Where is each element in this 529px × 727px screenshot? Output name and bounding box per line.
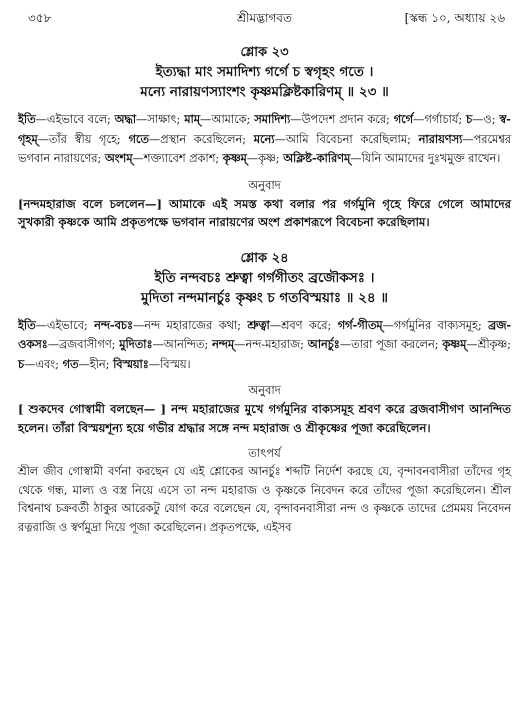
synonym-word: গর্গে bbox=[393, 112, 414, 126]
synonym-meaning: শক্ত্যাবেশ প্রকাশ; bbox=[143, 152, 223, 165]
synonym-meaning: উপদেশ প্রদান করে; bbox=[301, 113, 394, 126]
synonym-dash: — bbox=[136, 113, 148, 126]
synonym-word: গর্গ-গীতম্ bbox=[337, 317, 383, 332]
verse-24-translation-label: অনুবাদ bbox=[248, 383, 281, 397]
synonym-meaning: ও; bbox=[483, 113, 500, 126]
synonym-meaning: গর্গাচার্য; bbox=[424, 113, 466, 126]
synonym-meaning: নন্দ মহারাজের কথা; bbox=[144, 318, 248, 332]
synonym-word: অংশম্ bbox=[104, 151, 133, 165]
synonym-dash: — bbox=[148, 132, 161, 146]
synonym-meaning: আমি বিবেচনা করেছিলাম; bbox=[285, 132, 419, 146]
verse-23-line-1: ইত্যদ্ধা মাং সমাদিশ্য গর্গে চ স্বগৃহং গতে । bbox=[155, 64, 374, 80]
synonym-word: গত bbox=[62, 356, 79, 371]
synonym-word: কৃষ্ণম্ bbox=[222, 151, 247, 165]
synonym-dash: — bbox=[132, 152, 144, 165]
synonym-dash: — bbox=[462, 132, 474, 146]
synonym-dash: — bbox=[269, 318, 282, 332]
synonym-word: নারায়ণস্য bbox=[418, 131, 463, 146]
synonym-meaning: তারা পূজা করলেন; bbox=[351, 338, 443, 351]
synonym-dash: — bbox=[37, 132, 49, 146]
verse-24-line-2: মুদিতা নন্দমানর্চুঃ কৃষ্ণং চ গতবিস্ময়াঃ ॥ ২৪ ॥ bbox=[141, 289, 388, 306]
synonym-meaning: শ্রবণ করে; bbox=[281, 318, 338, 332]
synonym-word: নন্দ-বচঃ bbox=[94, 317, 133, 332]
verse-23-translation-label: অনুবাদ bbox=[248, 177, 281, 192]
verse-23-label: শ্লোক ২৩ bbox=[240, 45, 289, 60]
synonym-word: মুদিতাঃ bbox=[119, 337, 153, 351]
purport-text: শ্রীল জীব গোস্বামী বর্ণনা করছেন যে এই শ্লোকের আনর্চুঃ শব্দটি নির্দেশ করছে যে, বৃন্দাবনবাসীরা তাঁদের গৃহ থেকে গন্ধ, মাল্য ও বস্ত্র নিয়ে এসে তা নন্দ মহারাজ ও কৃষ্ণকে নিবেদন করে তাঁদের পূজা করেছিলেন। শ্রীল বিশ্বনাথ চক্রবর্তী ঠাকুর আরেকটু যোগ করে বলেছেন যে, বৃন্দাবনবাসীরা নন্দ ও কৃষ্ণকে তাদের প্রেমময় নিবেদন রত্নরাজি ও স্বর্ণমুদ্রা দিয়ে পূজা করেছিলেন। প্রকৃতপক্ষে, এইসব bbox=[18, 465, 511, 534]
verse-24-translation: [ শুকদেব গোস্বামী বলছেন— ] নন্দ মহারাজের মুখে গর্গমুনির বাক্যসমূহ শ্রবণ করে ব্রজবাসীগণ আনন্দিত হলেন। তাঁরা বিস্ময়শূন্য হয়ে গভীর শ্রদ্ধার সঙ্গে নন্দ মহারাজ ও শ্রীকৃষ্ণের পূজা করেছিলেন। bbox=[18, 402, 511, 435]
chapter-reference: [স্কন্ধ ১০, অধ্যায় ২৬ bbox=[404, 11, 505, 25]
synonym-meaning: শ্রীকৃষ্ণ; bbox=[477, 338, 511, 351]
synonym-meaning: আনন্দিত; bbox=[163, 338, 213, 351]
synonym-dash: — bbox=[472, 113, 484, 126]
synonym-word: মন্যে bbox=[253, 131, 275, 146]
verse-23-synonyms bbox=[18, 110, 511, 169]
page-number: ৩৫৮ bbox=[28, 11, 52, 25]
synonym-dash: — bbox=[133, 318, 145, 332]
page-header bbox=[18, 6, 511, 28]
synonym-word: অক্লিষ্ট-কারিণম্ bbox=[283, 151, 351, 165]
synonym-dash: — bbox=[35, 113, 47, 126]
synonym-dash: — bbox=[24, 357, 36, 371]
synonym-word: নন্দম্ bbox=[212, 337, 235, 351]
synonym-meaning: গর্গমুনির বাক্যসমূহ; bbox=[393, 318, 489, 332]
synonym-dash: — bbox=[350, 152, 362, 165]
synonym-meaning: যিনি আমাদের দুঃখমুক্ত রাখেন। bbox=[361, 152, 501, 165]
synonym-word: ইতি bbox=[18, 317, 36, 332]
purport-label: তাৎপর্য bbox=[248, 446, 281, 460]
verse-24-label: শ্লোক ২৪ bbox=[240, 250, 289, 266]
verse-23-line-2: মন্যে নারায়ণস্যাংশং কৃষ্ণমক্লিষ্টকারিণম্ ॥ ২৩ ॥ bbox=[140, 84, 389, 100]
synonym-dash: — bbox=[148, 357, 161, 371]
synonym-meaning: সাক্ষাৎ; bbox=[147, 113, 185, 126]
synonym-word: গতে bbox=[128, 131, 149, 146]
synonym-meaning: আমাকে; bbox=[211, 113, 255, 126]
synonym-meaning: হীন; bbox=[89, 357, 114, 371]
synonym-word: বিস্ময়াঃ bbox=[113, 356, 149, 371]
synonym-meaning: তাঁর স্বীয় গৃহে; bbox=[48, 132, 129, 146]
synonym-meaning: নন্দ-মহারাজ; bbox=[245, 338, 308, 351]
synonym-meaning: ব্রজবাসীগণ; bbox=[59, 338, 120, 351]
synonym-dash: — bbox=[382, 318, 394, 332]
synonym-meaning: বিস্ময়। bbox=[160, 357, 191, 371]
synonym-dash: — bbox=[290, 113, 302, 126]
synonym-word: শ্রুত্বা bbox=[247, 317, 270, 332]
synonym-dash: — bbox=[413, 113, 425, 126]
synonym-word: চ bbox=[18, 356, 25, 371]
verse-24-line-1: ইতি নন্দবচঃ শ্রুত্বা গর্গগীতং ব্রজৌকসঃ । bbox=[154, 269, 375, 286]
synonym-word: ব্রজ-ওকসঃ bbox=[18, 317, 512, 351]
synonym-dash: — bbox=[200, 113, 212, 126]
synonym-dash: — bbox=[246, 152, 259, 165]
synonym-word: চ bbox=[466, 112, 473, 126]
synonym-dash: — bbox=[35, 318, 47, 332]
synonym-dash: — bbox=[274, 132, 286, 146]
synonym-meaning: কৃষ্ণ; bbox=[258, 152, 284, 165]
synonym-word: আনর্চুঃ bbox=[307, 337, 340, 351]
synonym-word: অদ্ধা bbox=[114, 112, 137, 126]
synonym-word: মাম্ bbox=[184, 112, 201, 126]
synonym-word: স্ব-গৃহম্ bbox=[18, 112, 511, 146]
verse-24-synonyms bbox=[18, 316, 511, 375]
verse-23-translation: [নন্দমহারাজ বলে চললেন—] আমাকে এই সমস্ত কথা বলার পর গর্গমুনি গৃহে ফিরে গেলে আমাদের সুখকারী কৃষ্ণকে আমি প্রকৃতপক্ষে ভগবান নারায়ণের অংশ প্রকাশরূপে বিবেচনা করেছিলাম। bbox=[18, 196, 511, 229]
synonym-dash: — bbox=[339, 338, 352, 351]
synonym-meaning: এইভাবে বলে; bbox=[46, 113, 115, 126]
book-title: শ্রীমদ্ভাগবত bbox=[236, 11, 292, 25]
synonym-dash: — bbox=[466, 338, 478, 351]
synonym-meaning: পরমেশ্বর ভগবান নারায়ণের; bbox=[18, 132, 511, 165]
synonym-word: সমাদিশ্য bbox=[254, 112, 291, 126]
synonym-word: ইতি bbox=[18, 112, 36, 126]
synonym-meaning: এবং; bbox=[35, 357, 63, 371]
synonym-dash: — bbox=[152, 338, 164, 351]
synonym-meaning: প্রস্থান করেছিলেন; bbox=[160, 132, 254, 146]
synonym-dash: — bbox=[234, 338, 246, 351]
synonym-meaning: এইভাবে; bbox=[46, 318, 95, 332]
synonym-dash: — bbox=[78, 357, 90, 371]
synonym-word: কৃষ্ণম্ bbox=[442, 337, 467, 351]
synonym-dash: — bbox=[47, 338, 60, 351]
